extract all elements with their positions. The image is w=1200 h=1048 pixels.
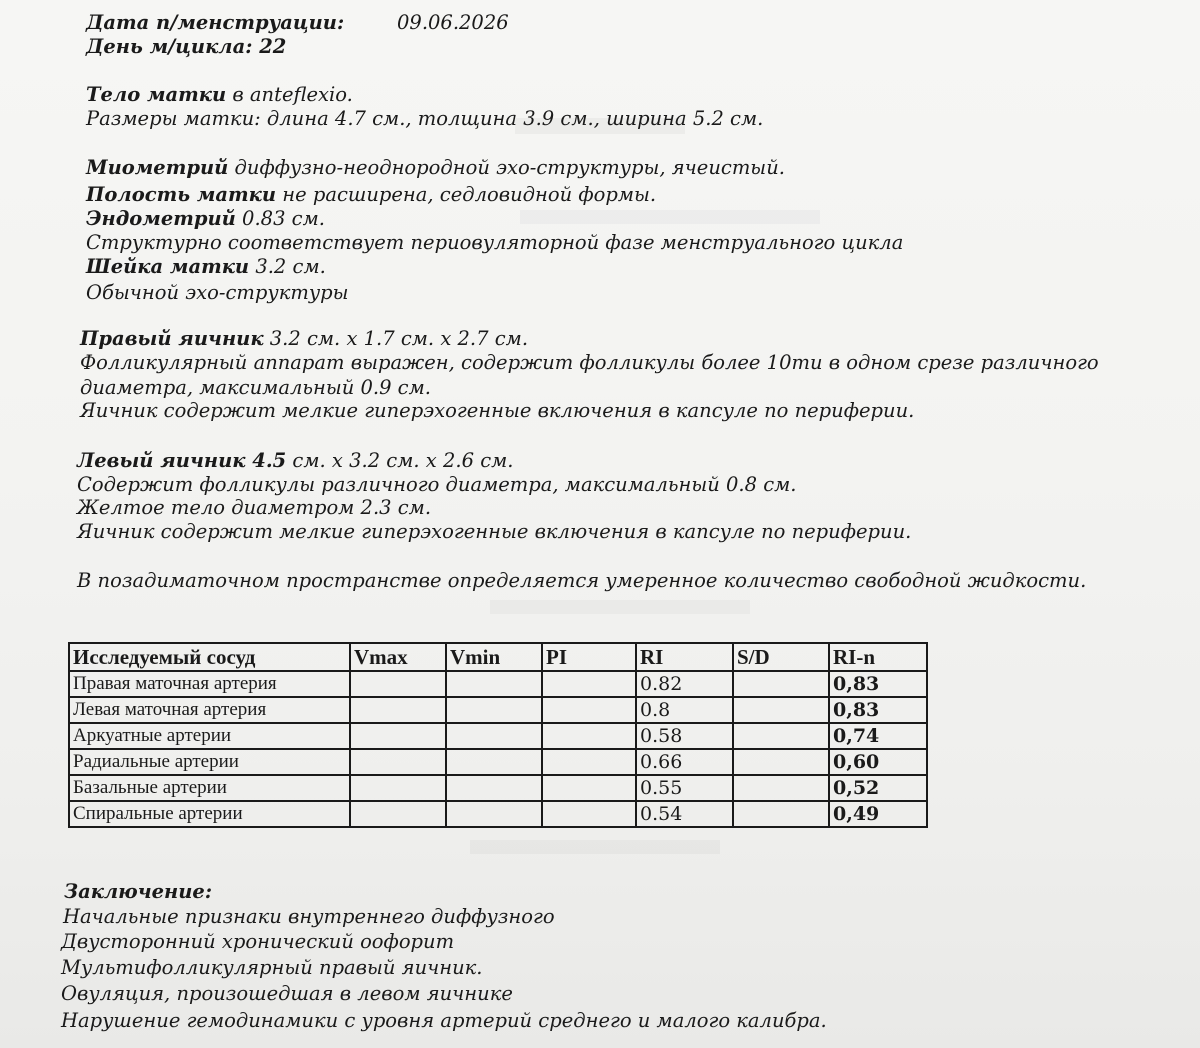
cervix-text: Обычной эхо-структуры <box>86 281 349 304</box>
ri-cell: 0.66 <box>636 749 733 775</box>
vmin-cell <box>446 671 542 697</box>
pi-cell <box>542 801 636 827</box>
header-vmin: Vmin <box>446 643 542 671</box>
vessel-name: Правая маточная артерия <box>69 671 350 697</box>
cavity-label: Полость матки <box>86 183 277 206</box>
sd-cell <box>733 801 829 827</box>
ri-cell: 0.54 <box>636 801 733 827</box>
vmax-cell <box>350 749 446 775</box>
uterus-body-line <box>86 83 353 107</box>
ri-n-cell: 0,49 <box>829 801 927 827</box>
ri-cell: 0.55 <box>636 775 733 801</box>
endometrium-line <box>86 207 325 231</box>
sd-cell <box>733 697 829 723</box>
cervix-line <box>86 255 326 279</box>
table-row <box>69 723 927 749</box>
sd-cell <box>733 749 829 775</box>
vmax-cell <box>350 775 446 801</box>
cycle-day: День м/цикла: 22 <box>86 35 287 58</box>
uterus-body-position: в anteflexio. <box>226 83 353 106</box>
doppler-table <box>68 642 928 828</box>
vmax-cell <box>350 671 446 697</box>
cavity-line <box>86 183 656 207</box>
sd-cell <box>733 775 829 801</box>
myometrium-label: Миометрий <box>86 156 229 179</box>
left-ovary-text-1: Содержит фолликулы различного диаметра, максимальный 0.8 см. <box>77 473 797 496</box>
ri-cell: 0.8 <box>636 697 733 723</box>
doppler-header-row <box>69 643 927 671</box>
cervix-label: Шейка матки <box>86 255 250 278</box>
left-ovary-text-2: Желтое тело диаметром 2.3 см. <box>77 496 432 519</box>
free-fluid-text: В позадиматочном пространстве определяется умеренное количество свободной жидкости. <box>77 569 1087 592</box>
pi-cell <box>542 723 636 749</box>
pi-cell <box>542 749 636 775</box>
lmp-date: 09.06.2026 <box>397 11 509 34</box>
left-ovary-label: Левый яичник 4.5 <box>77 449 287 472</box>
table-row <box>69 749 927 775</box>
vmin-cell <box>446 697 542 723</box>
conclusion-item: Овуляция, произошедшая в левом яичнике <box>61 982 513 1005</box>
conclusion-item: Начальные признаки внутреннего диффузного <box>63 905 555 928</box>
vmin-cell <box>446 723 542 749</box>
pi-cell <box>542 671 636 697</box>
ri-cell: 0.58 <box>636 723 733 749</box>
vmin-cell <box>446 775 542 801</box>
conclusion-item: Нарушение гемодинамики с уровня артерий среднего и малого калибра. <box>61 1009 827 1032</box>
pi-cell <box>542 775 636 801</box>
sd-cell <box>733 671 829 697</box>
vmax-cell <box>350 697 446 723</box>
uterus-sizes: Размеры матки: длина 4.7 см., толщина 3.9 см., ширина 5.2 см. <box>86 107 764 130</box>
endometrium-value: 0.83 см. <box>235 207 325 230</box>
right-ovary-text-3: Яичник содержит мелкие гиперэхогенные включения в капсуле по периферии. <box>80 399 915 422</box>
ri-n-cell: 0,52 <box>829 775 927 801</box>
cavity-text: не расширена, седловидной формы. <box>276 183 657 206</box>
right-ovary-label: Правый яичник <box>80 327 264 350</box>
right-ovary-line <box>80 327 528 351</box>
right-ovary-text-1: Фолликулярный аппарат выражен, содержит фолликулы более 10ти в одном срезе различного <box>80 351 1099 374</box>
cervix-value: 3.2 см. <box>249 255 326 278</box>
endometrium-text: Структурно соответствует периовуляторной фазе менструального цикла <box>86 231 904 254</box>
header-vessel: Исследуемый сосуд <box>69 643 350 671</box>
vessel-name: Левая маточная артерия <box>69 697 350 723</box>
ri-n-cell: 0,60 <box>829 749 927 775</box>
conclusion-item: Мультифолликулярный правый яичник. <box>61 956 483 979</box>
vessel-name: Базальные артерии <box>69 775 350 801</box>
myometrium-text: диффузно-неоднородной эхо-структуры, ячеистый. <box>228 156 785 179</box>
left-ovary-text-3: Яичник содержит мелкие гиперэхогенные включения в капсуле по периферии. <box>77 520 912 543</box>
left-ovary-line <box>77 449 514 473</box>
header-ri-n: RI-n <box>829 643 927 671</box>
table-row <box>69 775 927 801</box>
pi-cell <box>542 697 636 723</box>
conclusion-title: Заключение: <box>64 880 213 903</box>
right-ovary-text-2: диаметра, максимальный 0.9 см. <box>80 376 431 399</box>
myometrium-line <box>86 156 785 180</box>
right-ovary-value: 3.2 см. х 1.7 см. х 2.7 см. <box>263 327 529 350</box>
ri-n-cell: 0,74 <box>829 723 927 749</box>
vmin-cell <box>446 749 542 775</box>
ri-cell: 0.82 <box>636 671 733 697</box>
lmp-label: Дата п/менструации: <box>86 11 345 34</box>
ri-n-cell: 0,83 <box>829 671 927 697</box>
table-row <box>69 801 927 827</box>
endometrium-label: Эндометрий <box>86 207 236 230</box>
header-ri: RI <box>636 643 733 671</box>
vessel-name: Спиральные артерии <box>69 801 350 827</box>
header-vmax: Vmax <box>350 643 446 671</box>
uterus-body-label: Тело матки <box>86 83 227 106</box>
vmin-cell <box>446 801 542 827</box>
vmax-cell <box>350 723 446 749</box>
sd-cell <box>733 723 829 749</box>
vmax-cell <box>350 801 446 827</box>
header-pi: PI <box>542 643 636 671</box>
conclusion-item: Двусторонний хронический оофорит <box>61 930 455 953</box>
table-row <box>69 671 927 697</box>
vessel-name: Радиальные артерии <box>69 749 350 775</box>
header-sd: S/D <box>733 643 829 671</box>
left-ovary-value: см. х 3.2 см. х 2.6 см. <box>286 449 514 472</box>
table-row <box>69 697 927 723</box>
ri-n-cell: 0,83 <box>829 697 927 723</box>
vessel-name: Аркуатные артерии <box>69 723 350 749</box>
